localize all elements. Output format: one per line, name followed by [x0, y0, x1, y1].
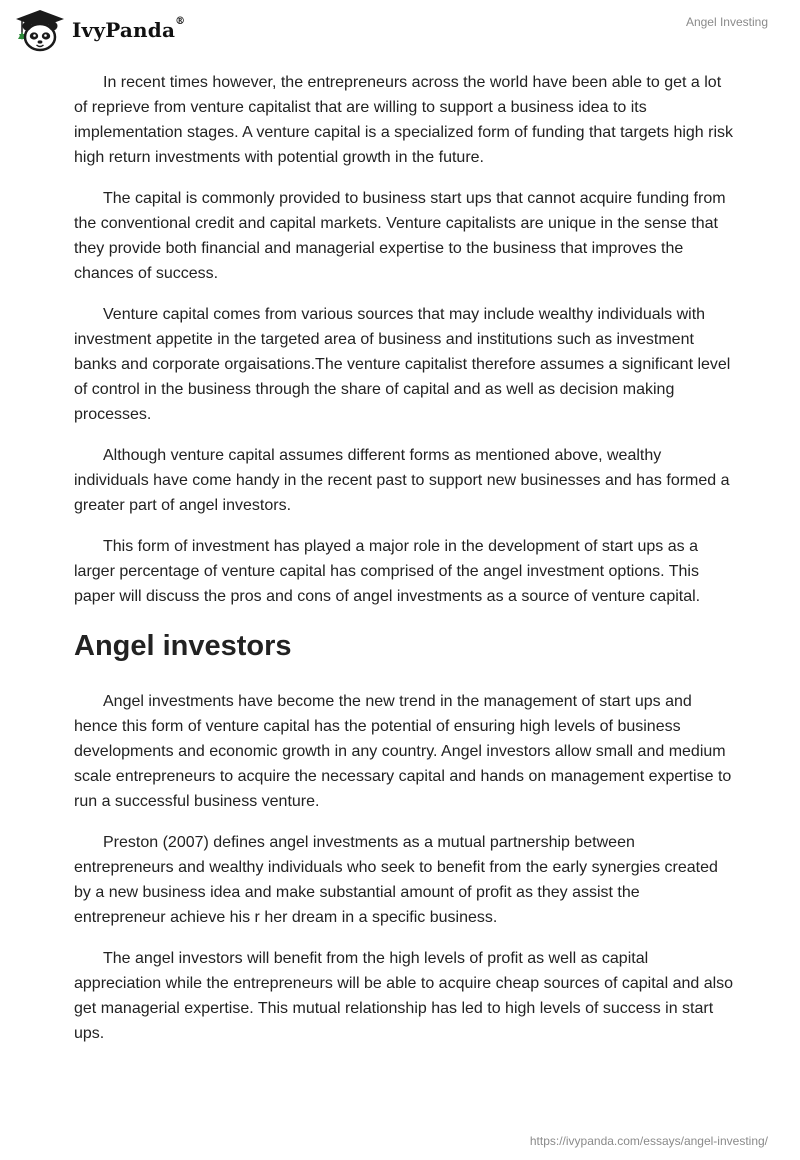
- paragraph: The angel investors will benefit from the high levels of profit as well as capital appreciation while the entrepreneurs will be able to acquire cheap sources of capital and also get managerial expertise. This mutual relationship has led to high levels of success in start ups.: [74, 950, 734, 1042]
- paragraph: Preston (2007) defines angel investments as a mutual partnership between entrepreneurs and wealthy individuals who seek to benefit from the early synergies created by a new business idea and make substantial amount of profit as they assist the entrepreneur achieve his r her dream in a specific business.: [74, 834, 718, 926]
- document-title: Angel Investing: [685, 15, 768, 29]
- paragraph: The capital is commonly provided to business start ups that cannot acquire funding from the conventional credit and capital markets. Venture capitalists are unique in the sense that they provide both financial and managerial expertise to the business that improves the chances of success.: [74, 190, 726, 282]
- paragraph: In recent times however, the entrepreneurs across the world have been able to get a lot of reprieve from venture capitalist that are willing to support a business idea to its implementation stages. A venture capital is a specialized form of funding that targets high risk high return investments with potential growth in the future.: [74, 74, 734, 166]
- paragraph: Angel investments have become the new trend in the management of start ups and hence this form of venture capital has the potential of ensuring high levels of business developments and economic growth in any country. Angel investors allow small and medium scale entrepreneurs to acquire the necessary capital and hands on management expertise to run a successful business venture.: [74, 693, 732, 810]
- paragraph: This form of investment has played a major role in the development of start ups as a larger percentage of venture capital has comprised of the angel investment options. This paper will discuss the pros and cons of angel investments as a source of venture capital.: [74, 538, 701, 605]
- section-heading: Angel investors: [74, 630, 292, 662]
- registered-mark: ®: [175, 16, 186, 27]
- panda-logo-icon: [14, 8, 66, 52]
- page-header: [0, 0, 800, 60]
- essay-body: [74, 70, 734, 1062]
- source-url[interactable]: https://ivypanda.com/essays/angel-investing/: [529, 1134, 768, 1148]
- paragraph: Although venture capital assumes different forms as mentioned above, wealthy individuals have come handy in the recent past to support new businesses and has formed a greater part of angel investors.: [74, 447, 730, 514]
- paragraph: Venture capital comes from various sources that may include wealthy individuals with investment appetite in the targeted area of business and institutions such as investment banks and corporate orgaisations.The venture capitalist therefore assumes a significant level of control in the business through the share of capital and as well as decision making processes.: [74, 306, 731, 423]
- brand-name: IvyPanda®: [72, 16, 186, 42]
- brand-logo[interactable]: [14, 8, 185, 52]
